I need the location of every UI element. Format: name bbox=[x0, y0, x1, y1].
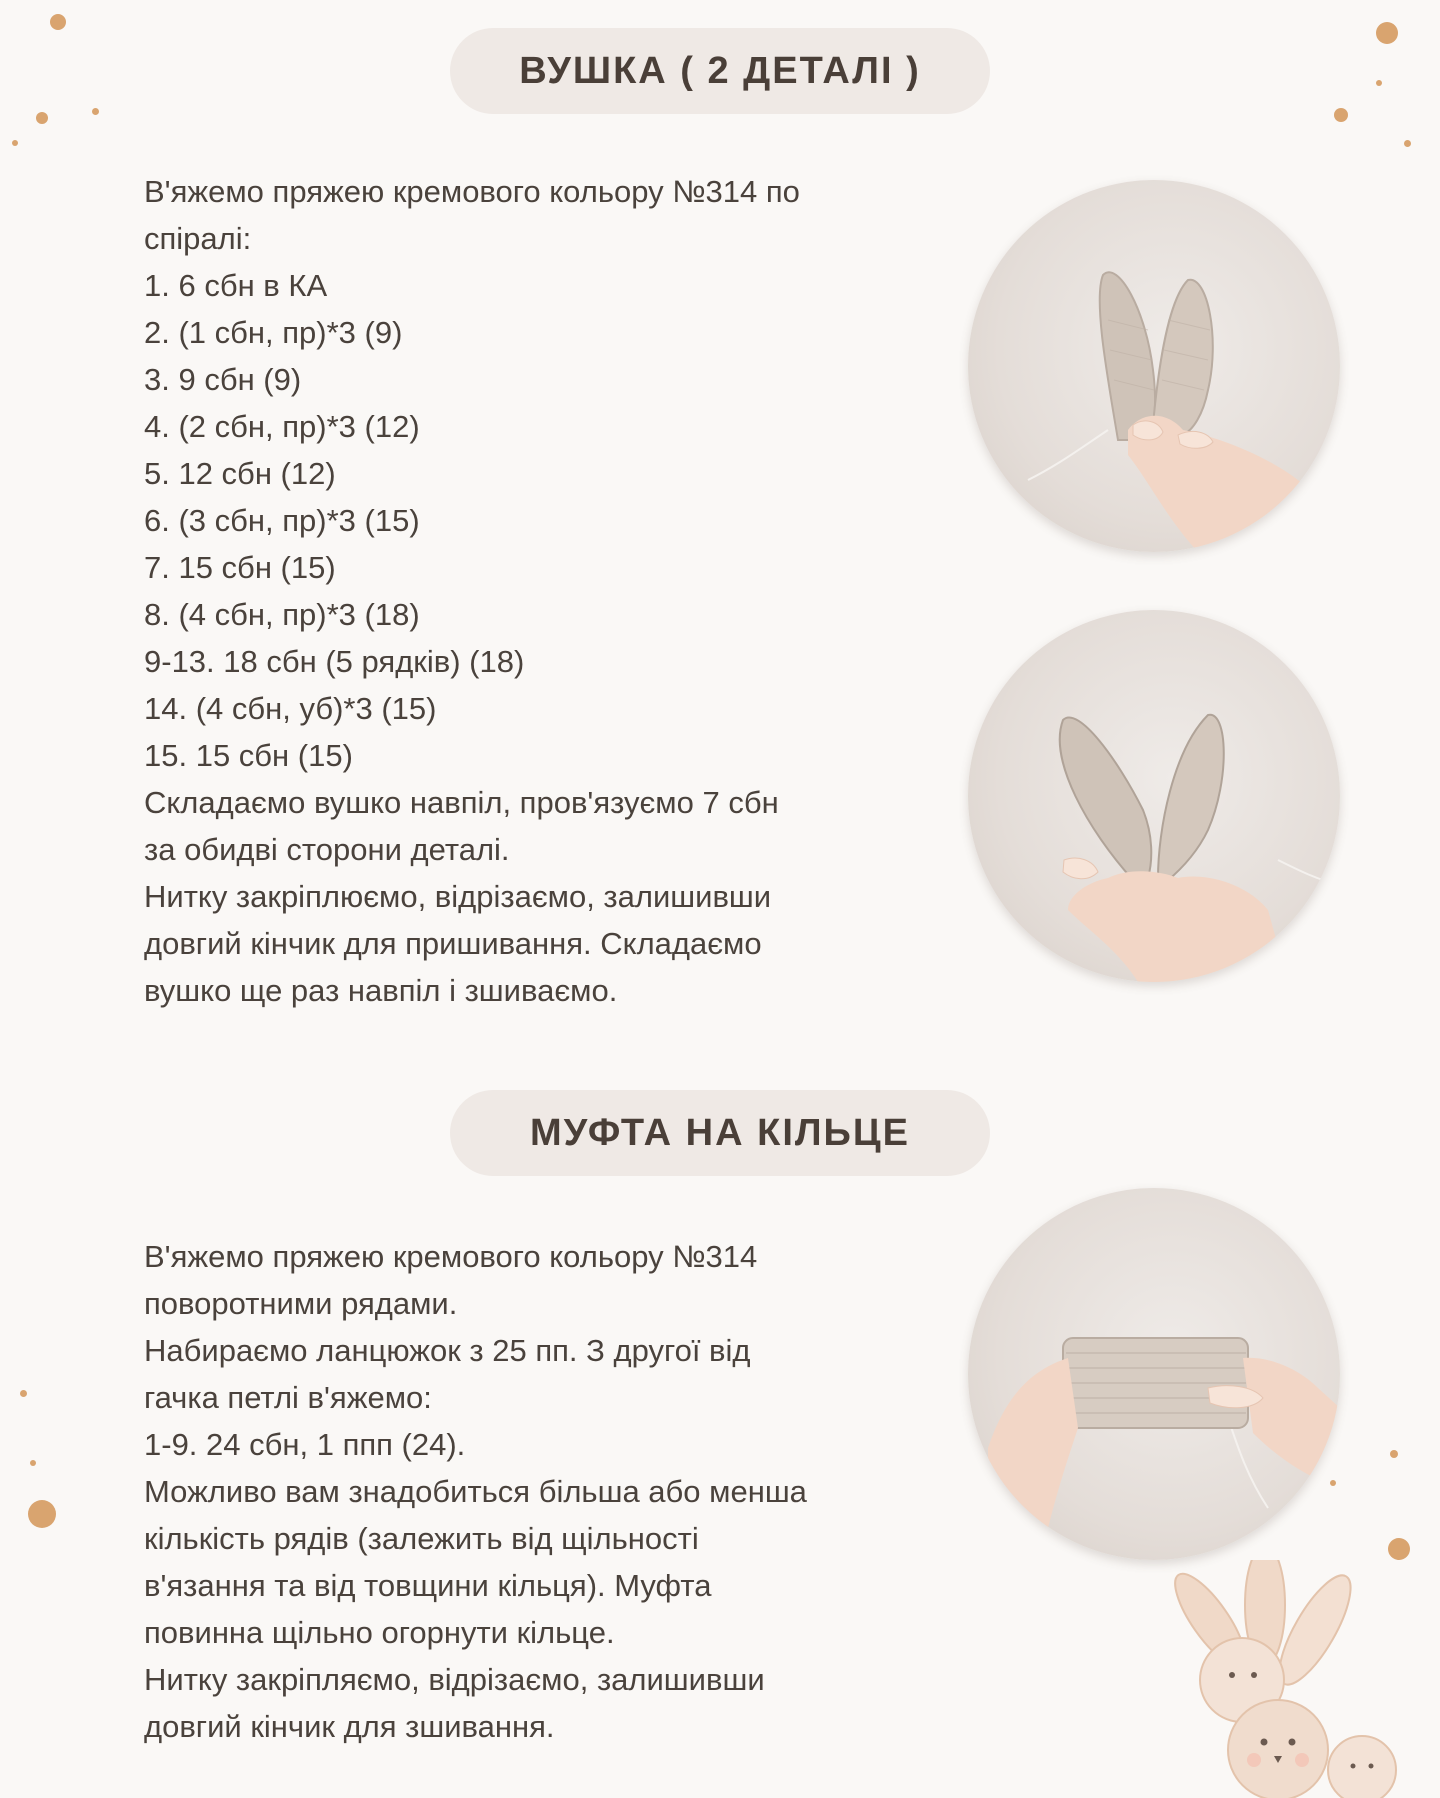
instruction-line: гачка петлі в'яжемо: bbox=[144, 1380, 432, 1415]
bunny-illustration bbox=[1150, 1560, 1440, 1798]
instruction-line: 6. (3 сбн, пр)*3 (15) bbox=[144, 503, 420, 538]
decor-dot bbox=[36, 112, 48, 124]
decor-dot bbox=[28, 1500, 56, 1528]
crochet-ears-illustration bbox=[968, 180, 1340, 552]
decor-dot bbox=[1390, 1450, 1398, 1458]
ears-section-title: ВУШКА ( 2 ДЕТАЛІ ) bbox=[519, 49, 921, 92]
instruction-line: Нитку закріплюємо, відрізаємо, залишивши bbox=[144, 879, 772, 914]
instruction-line: 4. (2 сбн, пр)*3 (12) bbox=[144, 409, 420, 444]
decor-dot bbox=[12, 140, 18, 146]
instruction-line: за обидві сторони деталі. bbox=[144, 832, 510, 867]
ears-photo-folded bbox=[968, 610, 1340, 982]
instruction-line: 15. 15 сбн (15) bbox=[144, 738, 353, 773]
decor-dot bbox=[1334, 108, 1348, 122]
instruction-line: спіралі: bbox=[144, 221, 252, 256]
decor-dot bbox=[1404, 140, 1411, 147]
sleeve-section-title: МУФТА НА КІЛЬЦЕ bbox=[530, 1111, 910, 1154]
instruction-line: 8. (4 сбн, пр)*3 (18) bbox=[144, 597, 420, 632]
instruction-line: 5. 12 сбн (12) bbox=[144, 456, 336, 491]
decor-dot bbox=[1388, 1538, 1410, 1560]
instruction-line: 14. (4 сбн, уб)*3 (15) bbox=[144, 691, 437, 726]
sleeve-section-header bbox=[450, 1090, 990, 1176]
instruction-line: Нитку закріпляємо, відрізаємо, залишивши bbox=[144, 1662, 765, 1697]
instruction-line: Складаємо вушко навпіл, пров'язуємо 7 сбн bbox=[144, 785, 779, 820]
sleeve-instructions bbox=[144, 1233, 807, 1750]
ears-photo-flat bbox=[968, 180, 1340, 552]
decor-dot bbox=[1330, 1480, 1336, 1486]
crochet-folded-ears-illustration bbox=[968, 610, 1340, 982]
instruction-line: повинна щільно огорнути кільце. bbox=[144, 1615, 615, 1650]
decor-dot bbox=[1376, 22, 1398, 44]
instruction-line: 1-9. 24 сбн, 1 ппп (24). bbox=[144, 1427, 466, 1462]
sleeve-photo bbox=[968, 1188, 1340, 1560]
instruction-line: Набираємо ланцюжок з 25 пп. З другої від bbox=[144, 1333, 751, 1368]
instruction-line: кількість рядів (залежить від щільності bbox=[144, 1521, 699, 1556]
crochet-strip-illustration bbox=[968, 1188, 1340, 1560]
instruction-line: довгий кінчик для зшивання. bbox=[144, 1709, 555, 1744]
instruction-line: 1. 6 сбн в КА bbox=[144, 268, 328, 303]
decor-dot bbox=[1376, 80, 1382, 86]
instruction-line: 2. (1 сбн, пр)*3 (9) bbox=[144, 315, 403, 350]
instruction-line: в'язання та від товщини кільця). Муфта bbox=[144, 1568, 712, 1603]
instruction-line: Можливо вам знадобиться більша або менша bbox=[144, 1474, 807, 1509]
decor-dot bbox=[30, 1460, 36, 1466]
instruction-line: довгий кінчик для пришивання. Складаємо bbox=[144, 926, 762, 961]
ears-instructions bbox=[144, 168, 800, 1014]
instruction-line: 9-13. 18 сбн (5 рядків) (18) bbox=[144, 644, 525, 679]
bunny-family-icon bbox=[1150, 1560, 1440, 1798]
instruction-line: В'яжемо пряжею кремового кольору №314 по bbox=[144, 174, 800, 209]
instruction-line: В'яжемо пряжею кремового кольору №314 bbox=[144, 1239, 758, 1274]
instruction-line: 3. 9 сбн (9) bbox=[144, 362, 302, 397]
decor-dot bbox=[92, 108, 99, 115]
instruction-line: поворотними рядами. bbox=[144, 1286, 458, 1321]
instruction-line: вушко ще раз навпіл і зшиваємо. bbox=[144, 973, 618, 1008]
decor-dot bbox=[20, 1390, 27, 1397]
ears-section-header bbox=[450, 28, 990, 114]
decor-dot bbox=[50, 14, 66, 30]
instruction-line: 7. 15 сбн (15) bbox=[144, 550, 336, 585]
